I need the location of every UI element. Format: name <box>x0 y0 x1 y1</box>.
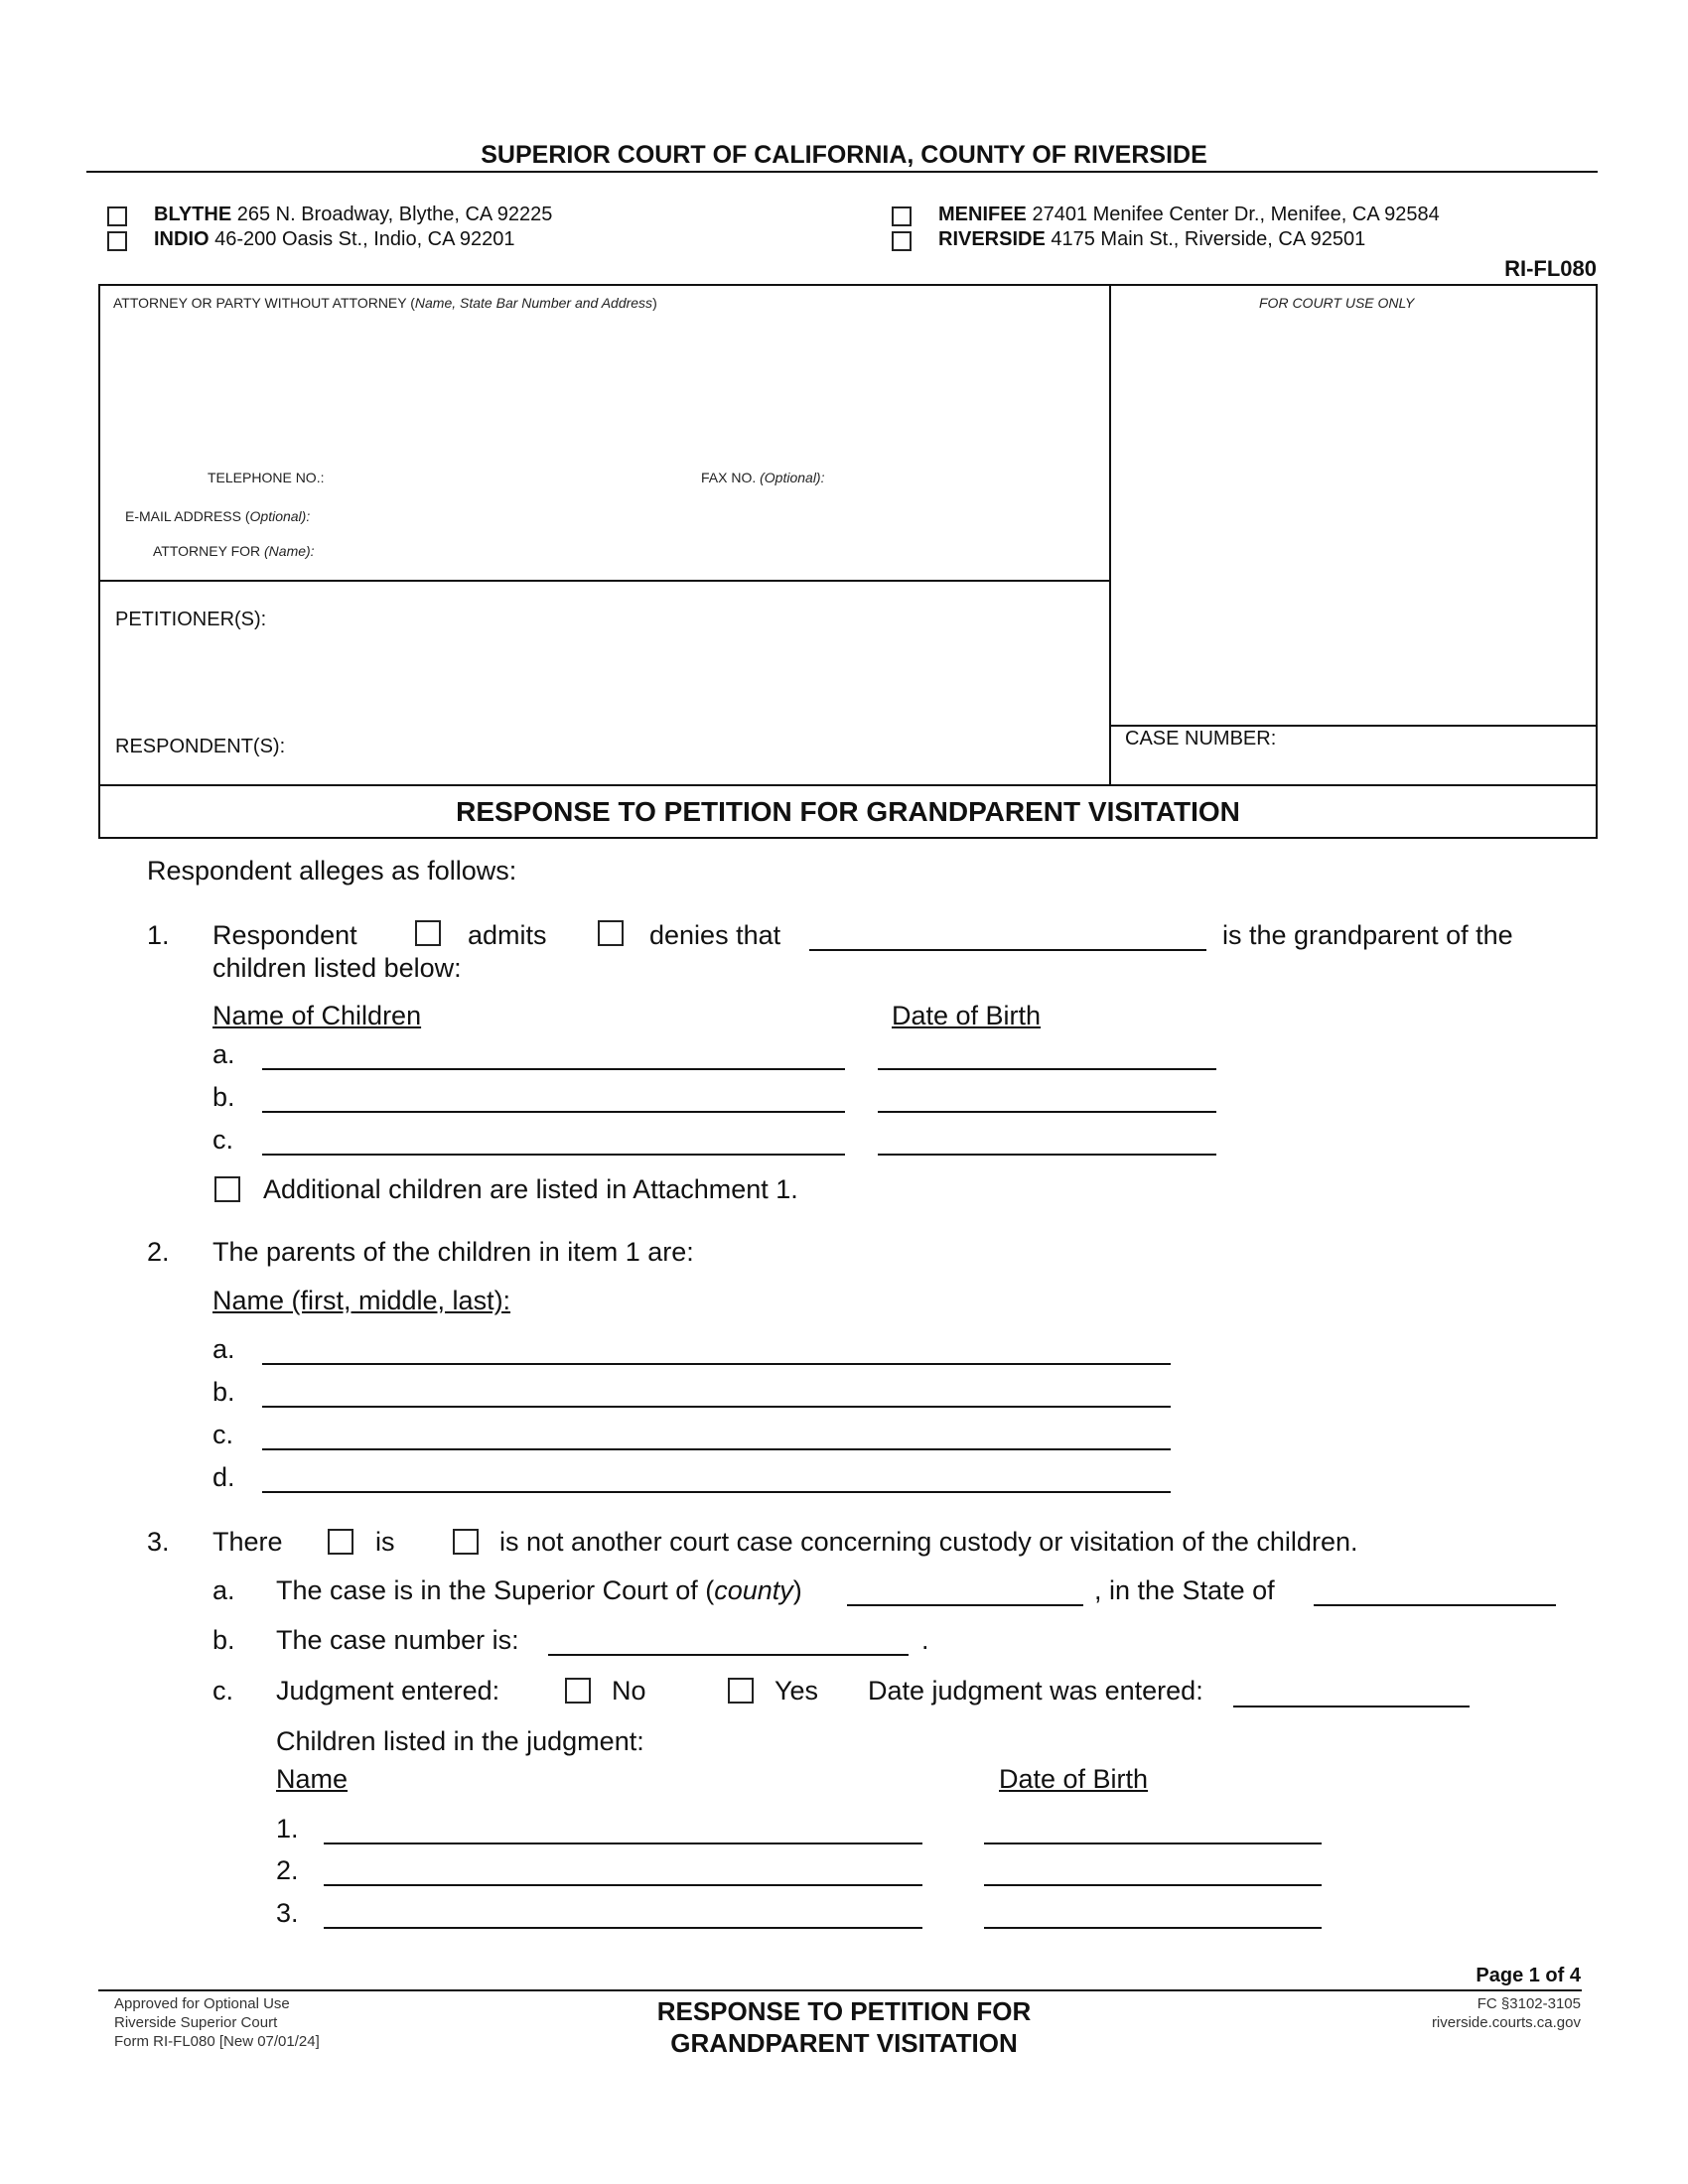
child-a-dob-field[interactable] <box>878 1068 1216 1070</box>
item3b-label: b. <box>212 1625 235 1655</box>
judgment-entered-text: Judgment entered: <box>276 1676 500 1706</box>
footer-title-line2: GRANDPARENT VISITATION <box>670 2028 1018 2058</box>
grandparent-of-text: is the grandparent of the <box>1222 920 1513 950</box>
attorney-section-rule <box>98 580 1111 582</box>
is-not-label: is not another court case concerning custody or visitation of the children. <box>499 1527 1358 1557</box>
attorney-for-field[interactable] <box>352 540 1102 562</box>
date-judgment-text: Date judgment was entered: <box>868 1676 1203 1706</box>
judgment-col-dob: Date of Birth <box>999 1764 1149 1794</box>
footer-statute: FC §3102-3105 <box>1477 1995 1581 2012</box>
item3b-period: . <box>921 1625 929 1655</box>
item1-respondent: Respondent <box>212 920 357 950</box>
admits-checkbox[interactable] <box>415 920 441 946</box>
page-number: Page 1 of 4 <box>1476 1965 1581 1986</box>
item3c-label: c. <box>212 1676 234 1706</box>
col-name-of-children: Name of Children <box>212 1001 422 1030</box>
item2-number: 2. <box>147 1237 170 1267</box>
respondent-field[interactable] <box>308 731 1092 760</box>
case-number-field[interactable] <box>1125 752 1587 780</box>
child-c-name-field[interactable] <box>262 1154 845 1156</box>
form-title: RESPONSE TO PETITION FOR GRANDPARENT VISITATION <box>456 796 1240 827</box>
parent-a-field[interactable] <box>262 1363 1171 1365</box>
court-title: SUPERIOR COURT OF CALIFORNIA, COUNTY OF RIVERSIDE <box>481 141 1207 169</box>
item2-text: The parents of the children in item 1 are: <box>212 1237 694 1267</box>
parent-row-label: d. <box>212 1462 235 1492</box>
riverside-checkbox[interactable] <box>892 231 912 251</box>
col-date-of-birth: Date of Birth <box>892 1001 1042 1030</box>
other-case-number-field[interactable] <box>548 1654 909 1656</box>
header-rule <box>86 171 1598 173</box>
county-field[interactable] <box>847 1604 1083 1606</box>
child-row-label: c. <box>212 1125 234 1155</box>
email-field[interactable] <box>352 505 1102 527</box>
additional-children-text: Additional children are listed in Attachment 1. <box>263 1174 798 1204</box>
attorney-label: ATTORNEY OR PARTY WITHOUT ATTORNEY (Name, State Bar Number and Address) <box>113 295 657 311</box>
judgment-child-1-dob-field[interactable] <box>984 1843 1322 1844</box>
children-listed-text: children listed below: <box>212 953 462 983</box>
location-blythe: BLYTHE 265 N. Broadway, Blythe, CA 92225 <box>154 204 553 225</box>
judgment-yes-label: Yes <box>774 1676 819 1706</box>
telephone-label: TELEPHONE NO.: <box>208 470 325 485</box>
location-riverside: RIVERSIDE 4175 Main St., Riverside, CA 92501 <box>938 228 1366 250</box>
judgment-row-label: 2. <box>276 1855 299 1885</box>
fax-label: FAX NO. (Optional): <box>701 470 825 485</box>
form-id: RI-FL080 <box>1504 256 1597 281</box>
child-b-dob-field[interactable] <box>878 1111 1216 1113</box>
location-menifee: MENIFEE 27401 Menifee Center Dr., Menifee, CA 92584 <box>938 204 1440 225</box>
menifee-checkbox[interactable] <box>892 206 912 226</box>
is-not-checkbox[interactable] <box>453 1529 479 1555</box>
footer-website: riverside.courts.ca.gov <box>1431 2014 1581 2031</box>
judgment-yes-checkbox[interactable] <box>728 1678 754 1704</box>
in-state-of-text: , in the State of <box>1094 1575 1275 1605</box>
item3a-label: a. <box>212 1575 235 1605</box>
judgment-child-2-dob-field[interactable] <box>984 1884 1322 1886</box>
attorney-for-label: ATTORNEY FOR (Name): <box>153 543 315 559</box>
item3-number: 3. <box>147 1527 170 1557</box>
footer-rule <box>98 1989 1582 1991</box>
child-b-name-field[interactable] <box>262 1111 845 1113</box>
admits-label: admits <box>468 920 547 950</box>
is-label: is <box>375 1527 395 1557</box>
child-a-name-field[interactable] <box>262 1068 845 1070</box>
attorney-name-address-field[interactable] <box>104 298 1102 457</box>
parent-row-label: a. <box>212 1334 235 1364</box>
child-c-dob-field[interactable] <box>878 1154 1216 1156</box>
judgment-row-label: 3. <box>276 1898 299 1928</box>
caption-divider <box>1109 284 1111 784</box>
email-label: E-MAIL ADDRESS (Optional): <box>125 508 311 524</box>
judgment-no-label: No <box>612 1676 646 1706</box>
footer-title-line1: RESPONSE TO PETITION FOR <box>656 1996 1032 2026</box>
judgment-child-3-dob-field[interactable] <box>984 1927 1322 1929</box>
parent-row-label: b. <box>212 1377 235 1407</box>
judgment-child-3-name-field[interactable] <box>324 1927 922 1929</box>
judgment-child-2-name-field[interactable] <box>324 1884 922 1886</box>
parent-row-label: c. <box>212 1420 234 1449</box>
intro-text: Respondent alleges as follows: <box>147 856 517 886</box>
respondent-label: RESPONDENT(S): <box>115 736 286 757</box>
item1-number: 1. <box>147 920 170 950</box>
item3b-text: The case number is: <box>276 1625 519 1655</box>
parent-d-field[interactable] <box>262 1491 1171 1493</box>
item3a-text: The case is in the Superior Court of (county) <box>276 1575 802 1605</box>
item3-there: There <box>212 1527 283 1557</box>
petitioner-field[interactable] <box>298 604 1092 633</box>
denies-label: denies that <box>649 920 781 950</box>
item2-col-name: Name (first, middle, last): <box>212 1286 511 1315</box>
judgment-child-1-name-field[interactable] <box>324 1843 922 1844</box>
children-in-judgment-text: Children listed in the judgment: <box>276 1726 644 1756</box>
parent-b-field[interactable] <box>262 1406 1171 1408</box>
footer-statute-block <box>1432 1994 1581 2032</box>
blythe-checkbox[interactable] <box>107 206 127 226</box>
grandparent-name-field[interactable] <box>809 949 1206 951</box>
court-use-label: FOR COURT USE ONLY <box>1259 295 1415 311</box>
footer-form-number: Form RI-FL080 [New 07/01/24] <box>114 2033 320 2050</box>
child-row-label: a. <box>212 1039 235 1069</box>
title-top-rule <box>98 784 1598 786</box>
state-field[interactable] <box>1314 1604 1556 1606</box>
child-row-label: b. <box>212 1082 235 1112</box>
case-number-label: CASE NUMBER: <box>1125 728 1277 750</box>
fax-field[interactable] <box>854 467 1102 488</box>
telephone-field[interactable] <box>352 467 680 488</box>
judgment-row-label: 1. <box>276 1814 299 1843</box>
denies-checkbox[interactable] <box>598 920 624 946</box>
judgment-col-name: Name <box>276 1764 349 1794</box>
court-use-rule <box>1109 725 1598 727</box>
parent-c-field[interactable] <box>262 1448 1171 1450</box>
footer-court: Riverside Superior Court <box>114 2014 278 2031</box>
judgment-no-checkbox[interactable] <box>565 1678 591 1704</box>
petitioner-label: PETITIONER(S): <box>115 609 267 630</box>
indio-checkbox[interactable] <box>107 231 127 251</box>
additional-children-checkbox[interactable] <box>214 1176 240 1202</box>
footer-approved: Approved for Optional Use <box>114 1995 290 2012</box>
judgment-date-field[interactable] <box>1233 1706 1470 1707</box>
is-checkbox[interactable] <box>328 1529 353 1555</box>
location-indio: INDIO 46-200 Oasis St., Indio, CA 92201 <box>154 228 515 250</box>
